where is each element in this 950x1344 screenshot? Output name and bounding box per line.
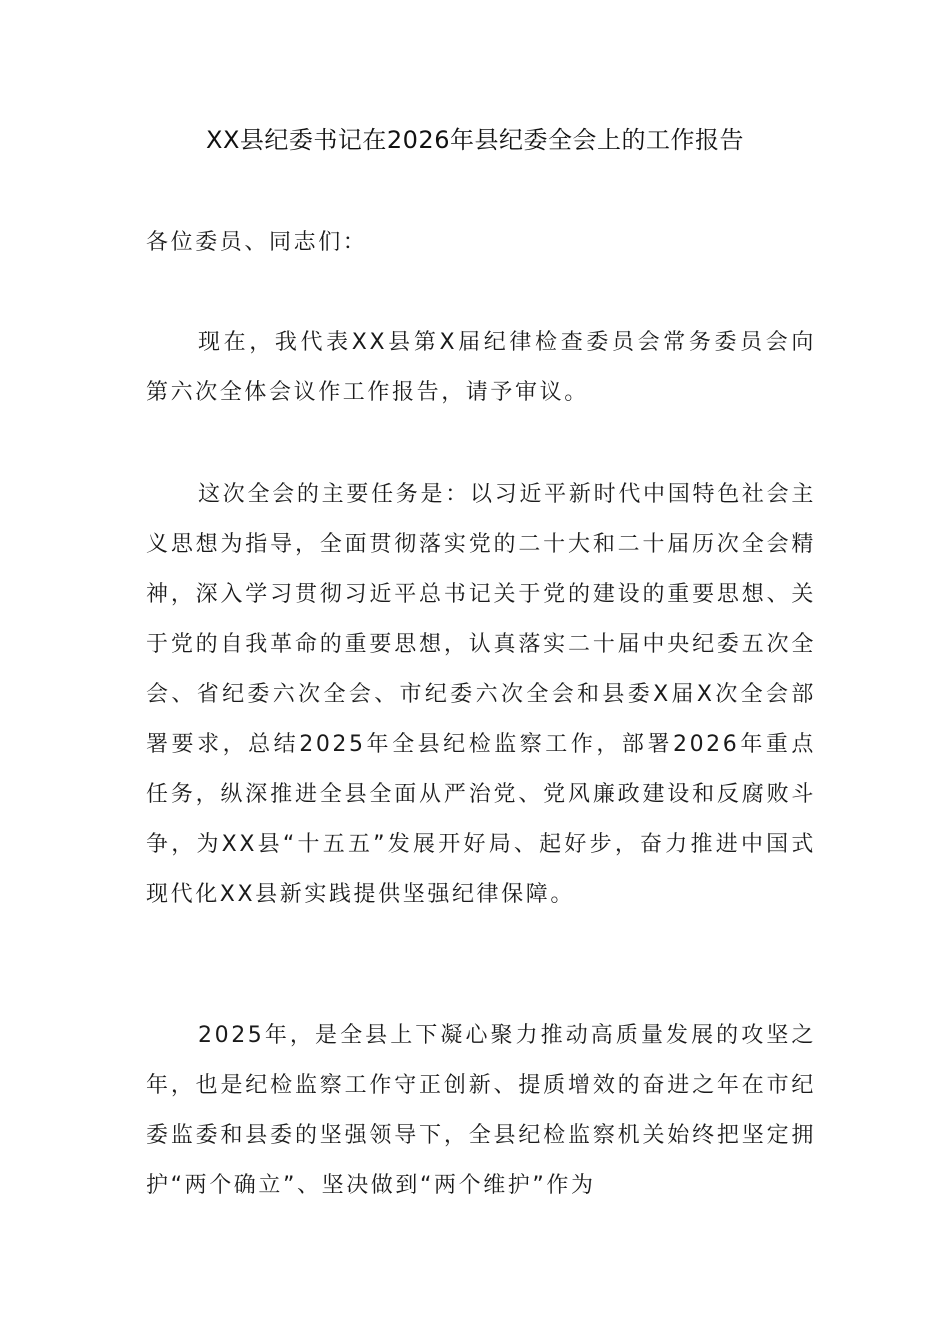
- paragraph-1: 现在，我代表XX县第X届纪律检查委员会常务委员会向第六次全体会议作工作报告，请予审议。: [146, 330, 816, 405]
- greeting: 各位委员、同志们：: [146, 230, 368, 255]
- document-title: XX县纪委书记在2026年县纪委全会上的工作报告: [206, 126, 744, 154]
- paragraph-3: 2025年，是全县上下凝心聚力推动高质量发展的攻坚之年，也是纪检监察工作守正创新、提质增效的奋进之年在市纪委监委和县委的坚强领导下，全县纪检监察机关始终把坚定拥护“两个确立”、坚决做到“两个维护”作为: [146, 1023, 816, 1198]
- paragraph-2: 这次全会的主要任务是：以习近平新时代中国特色社会主义思想为指导，全面贯彻落实党的二十大和二十届历次全会精神，深入学习贯彻习近平总书记关于党的建设的重要思想、关于党的自我革命的重要思想，认真落实二十届中央纪委五次全会、省纪委六次全会、市纪委六次全会和县委X届X次全会部署要求，总结2025年全县纪检监察工作，部署2026年重点任务，纵深推进全县全面从严治党、党风廉政建设和反腐败斗争，为XX县“十五五”发展开好局、起好步，奋力推进中国式现代化XX县新实践提供坚强纪律保障。: [146, 482, 816, 907]
